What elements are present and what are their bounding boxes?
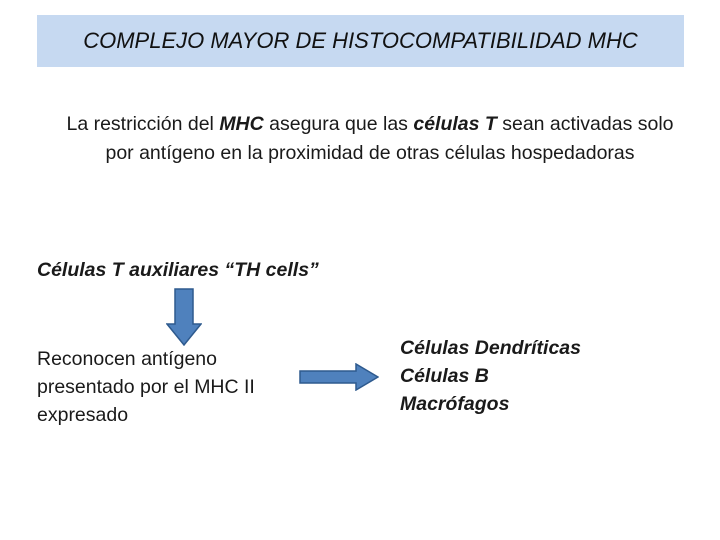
- cell-type-dendritic: Células Dendríticas: [400, 337, 581, 359]
- intro-paragraph: [60, 110, 680, 168]
- intro-emphasis-t-cells: células T: [413, 113, 497, 135]
- intro-text-3: sean activadas solo por antígeno en la proximidad de otras células hospedadoras: [105, 113, 674, 164]
- recognize-text: Reconocen antígeno presentado por el MHC II expresado: [37, 348, 255, 426]
- down-arrow-icon: [166, 288, 202, 346]
- slide-title-bar: [37, 15, 684, 67]
- cell-type-macrophages: Macrófagos: [400, 393, 510, 415]
- intro-text-2: asegura que las: [263, 113, 414, 135]
- slide-title: COMPLEJO MAYOR DE HISTOCOMPATIBILIDAD MHC: [83, 28, 638, 53]
- cell-types-list: [400, 334, 581, 418]
- th-cells-heading: Células T auxiliares “TH cells”: [37, 259, 319, 281]
- right-arrow-icon: [299, 363, 379, 391]
- cell-type-b-cells: Células B: [400, 365, 489, 387]
- intro-emphasis-mhc: MHC: [219, 113, 264, 135]
- intro-text-1: La restricción del: [66, 113, 220, 135]
